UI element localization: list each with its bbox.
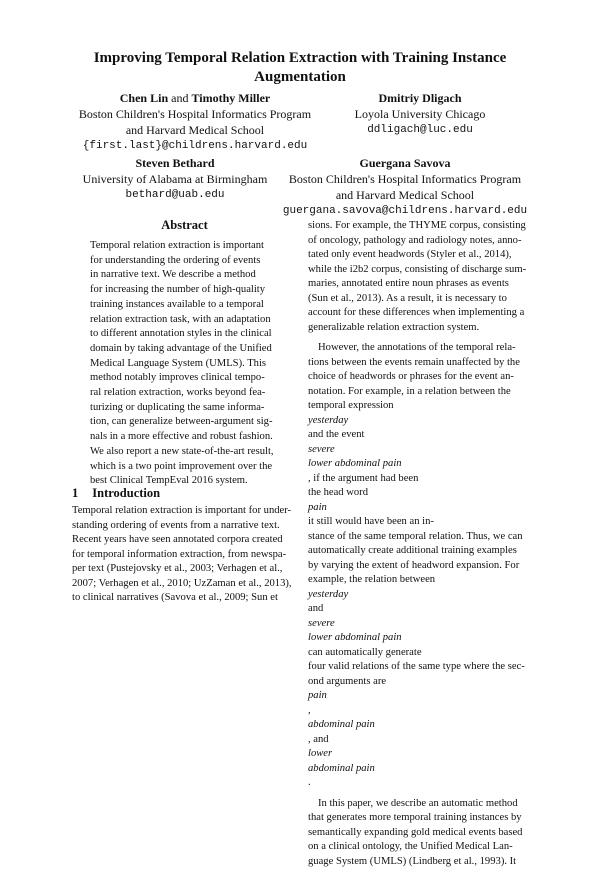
author-email[interactable]: bethard@uab.edu <box>45 187 305 203</box>
author-name: Dmitriy Dligach <box>320 90 520 106</box>
section-heading-introduction: 1 Introduction <box>72 486 160 501</box>
affiliation: and Harvard Medical School <box>270 187 540 203</box>
paper-title: Improving Temporal Relation Extraction with Training Instance Augmentation <box>40 49 560 87</box>
author-email[interactable]: guergana.savova@childrens.harvard.edu <box>270 203 540 219</box>
intro-paragraph: Temporal relation extraction is important for under- standing ordering of events from a narrative text. Recent years have seen annotated corpora created for temporal information extraction, from newspa- per text (Pustejovsky et al., 2003; Verhagen et al., 2007; Verhagen et al., 2010; UzZaman et al., 2013), to clinical narratives (Savova et al., 2009; Sun et <box>72 504 302 606</box>
affiliation: Loyola University Chicago <box>320 106 520 122</box>
affiliation: and Harvard Medical School <box>70 122 320 138</box>
author-email[interactable]: ddligach@luc.edu <box>320 122 520 138</box>
abstract-body: Temporal relation extraction is important for understanding the ordering of events in narrative text. We describe a method for increasing the number of high-quality training instances available to a temporal relation extraction task, with an adaptation to different annotation styles in the clinical domain by taking advantage of the Unified Medical Language System (UMLS). This method notably improves clinical tempo- ral relation extraction, works beyond fea- turizing or duplicating the same informa- tion, can generalize between-argument sig- nals in a more effective and robust fashion. We also report a new state-of-the-art result, which is a two point improvement over the best Clinical TempEval 2016 system. <box>90 239 280 489</box>
author-block-lin-miller: Chen Lin and Timothy Miller Boston Children's Hospital Informatics Program and Harvard Medical School {first.last}@childrens.harvard.edu <box>70 90 320 154</box>
affiliation: Boston Children's Hospital Informatics Program <box>270 171 540 187</box>
author-block-bethard <box>45 155 305 203</box>
author-email[interactable]: {first.last}@childrens.harvard.edu <box>70 138 320 154</box>
author-block-dligach <box>320 90 520 138</box>
abstract-heading: Abstract <box>72 218 297 233</box>
affiliation: Boston Children's Hospital Informatics Program <box>70 106 320 122</box>
right-column <box>308 219 540 869</box>
author-block-savova <box>270 155 540 219</box>
paragraph-annotations: However, the annotations of the temporal rela- tions between the events remain unaffected by the choice of headwords or phrases for the event an- notation. For example, in a relation between the temporal expression yesterday and the event severe lower abdominal pain , if the argument had been the head word pain it still would have been an in- stance of the same temporal relation. Thus, we can automatically create additional training examples by varying the extent of headword expansion. For example, the relation between yesterday and severe lower abdominal pain can automatically generate four valid relations of the same type where the sec- ond arguments are pain , abdominal pain , and lower abdominal pain . <box>308 341 540 791</box>
author-name: Steven Bethard <box>45 155 305 171</box>
author-name: Guergana Savova <box>270 155 540 171</box>
paragraph-method: In this paper, we describe an automatic method that generates more temporal training instances by semantically expanding gold medical events based on a clinical ontology, the Unified Medical Lan- guage System (UMLS) (Lindberg et al., 1993). It <box>308 797 540 869</box>
affiliation: University of Alabama at Birmingham <box>45 171 305 187</box>
paragraph-corpora: sions. For example, the THYME corpus, consisting of oncology, pathology and radiology notes, anno- tated only event headwords (Styler et al., 2014), while the i2b2 corpus, consisting of discharge sum- maries, annotated entire noun phrases as events (Sun et al., 2013). As a result, it is necessary to account for these differences when implementing a generalizable relation extraction system. <box>308 219 540 335</box>
author-name: Chen Lin <box>120 91 168 105</box>
author-name: Timothy Miller <box>191 91 270 105</box>
